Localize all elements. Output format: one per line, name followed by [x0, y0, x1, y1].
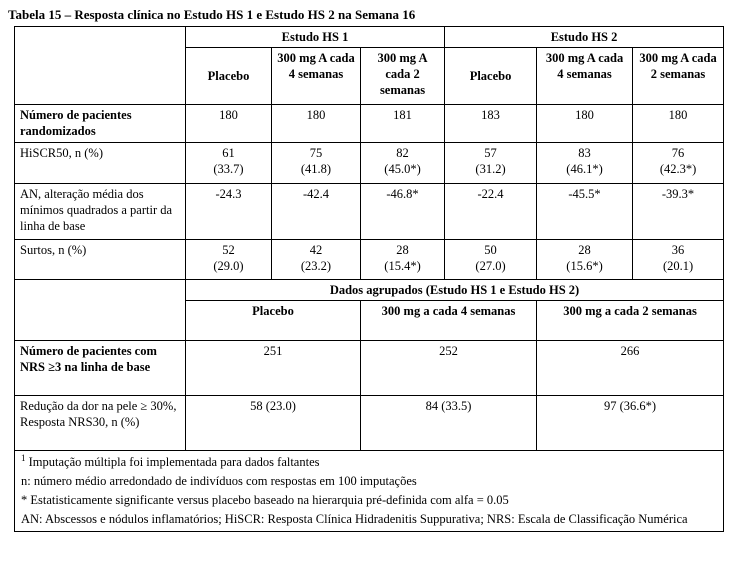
pooled-placebo-header: Placebo [186, 301, 361, 341]
study-header-row [15, 27, 724, 48]
row-label: Número de pacientes randomizados [15, 105, 186, 143]
row-label: AN, alteração média dos mínimos quadrados a partir da linha de base [15, 184, 186, 240]
data-cell: -42.4 [272, 184, 361, 240]
data-cell: 183 [445, 105, 537, 143]
study-hs1-header: Estudo HS 1 [186, 27, 445, 48]
pooled-row-nrs-baseline [15, 341, 724, 396]
data-cell: -24.3 [186, 184, 272, 240]
empty-corner-cell [15, 27, 186, 105]
pooled-q4w-header: 300 mg a cada 4 semanas [361, 301, 537, 341]
data-cell: 84 (33.5) [361, 396, 537, 451]
footnote-2: n: número médio arredondado de indivíduos com respostas em 100 imputações [21, 474, 417, 488]
data-cell: 75 (41.8) [272, 143, 361, 184]
data-cell: 97 (36.6*) [537, 396, 724, 451]
data-cell: 52 (29.0) [186, 240, 272, 280]
data-cell: 181 [361, 105, 445, 143]
study-hs2-header: Estudo HS 2 [445, 27, 724, 48]
footnote-1 [21, 453, 717, 472]
table-caption: Tabela 15 – Resposta clínica no Estudo HS 1 e Estudo HS 2 na Semana 16 [8, 7, 416, 22]
row-label: Número de pacientes com NRS ≥3 na linha de base [15, 341, 186, 396]
data-cell: 36 (20.1) [633, 240, 724, 280]
data-cell: 83 (46.1*) [537, 143, 633, 184]
hs2-q4w-header: 300 mg A cada 4 semanas [537, 48, 633, 105]
data-cell: 180 [633, 105, 724, 143]
clinical-response-table [14, 26, 724, 532]
data-cell: 252 [361, 341, 537, 396]
hs2-placebo-header: Placebo [445, 48, 537, 105]
hs2-q2w-header: 300 mg A cada 2 semanas [633, 48, 724, 105]
data-cell: 42 (23.2) [272, 240, 361, 280]
footnote-4: AN: Abscessos e nódulos inflamatórios; HiSCR: Resposta Clínica Hidradenitis Suppurativa; NRS: Escala de Classificação Numérica [21, 512, 688, 526]
data-cell: 28 (15.6*) [537, 240, 633, 280]
data-cell: 57 (31.2) [445, 143, 537, 184]
data-cell: -45.5* [537, 184, 633, 240]
data-cell: 61 (33.7) [186, 143, 272, 184]
pooled-title: Dados agrupados (Estudo HS 1 e Estudo HS 2) [186, 280, 724, 301]
data-row-randomized [15, 105, 724, 143]
data-cell: -39.3* [633, 184, 724, 240]
data-cell: 58 (23.0) [186, 396, 361, 451]
data-row-an-change [15, 184, 724, 240]
pooled-q2w-header: 300 mg a cada 2 semanas [537, 301, 724, 341]
empty-corner-cell [15, 280, 186, 341]
data-cell: 180 [537, 105, 633, 143]
data-cell: -46.8* [361, 184, 445, 240]
data-row-flares [15, 240, 724, 280]
data-cell: 180 [186, 105, 272, 143]
data-cell: -22.4 [445, 184, 537, 240]
pooled-header-row [15, 280, 724, 301]
footnote-3: * Estatisticamente significante versus placebo baseado na hierarquia pré-definida com alfa = 0.05 [21, 493, 509, 507]
hs1-q2w-header: 300 mg A cada 2 semanas [361, 48, 445, 105]
footnotes-row [15, 451, 724, 532]
footnote-1-marker: 1 [21, 452, 26, 463]
data-cell: 28 (15.4*) [361, 240, 445, 280]
data-row-hiscr50 [15, 143, 724, 184]
data-cell: 50 (27.0) [445, 240, 537, 280]
data-cell: 266 [537, 341, 724, 396]
data-cell: 251 [186, 341, 361, 396]
data-cell: 76 (42.3*) [633, 143, 724, 184]
data-cell: 180 [272, 105, 361, 143]
hs1-q4w-header: 300 mg A cada 4 semanas [272, 48, 361, 105]
data-cell: 82 (45.0*) [361, 143, 445, 184]
footnotes-cell [15, 451, 724, 532]
footnote-1-text: Imputação múltipla foi implementada para dados faltantes [28, 455, 320, 469]
row-label: HiSCR50, n (%) [15, 143, 186, 184]
row-label: Redução da dor na pele ≥ 30%, Resposta NRS30, n (%) [15, 396, 186, 451]
hs1-placebo-header: Placebo [186, 48, 272, 105]
row-label: Surtos, n (%) [15, 240, 186, 280]
pooled-row-nrs30 [15, 396, 724, 451]
